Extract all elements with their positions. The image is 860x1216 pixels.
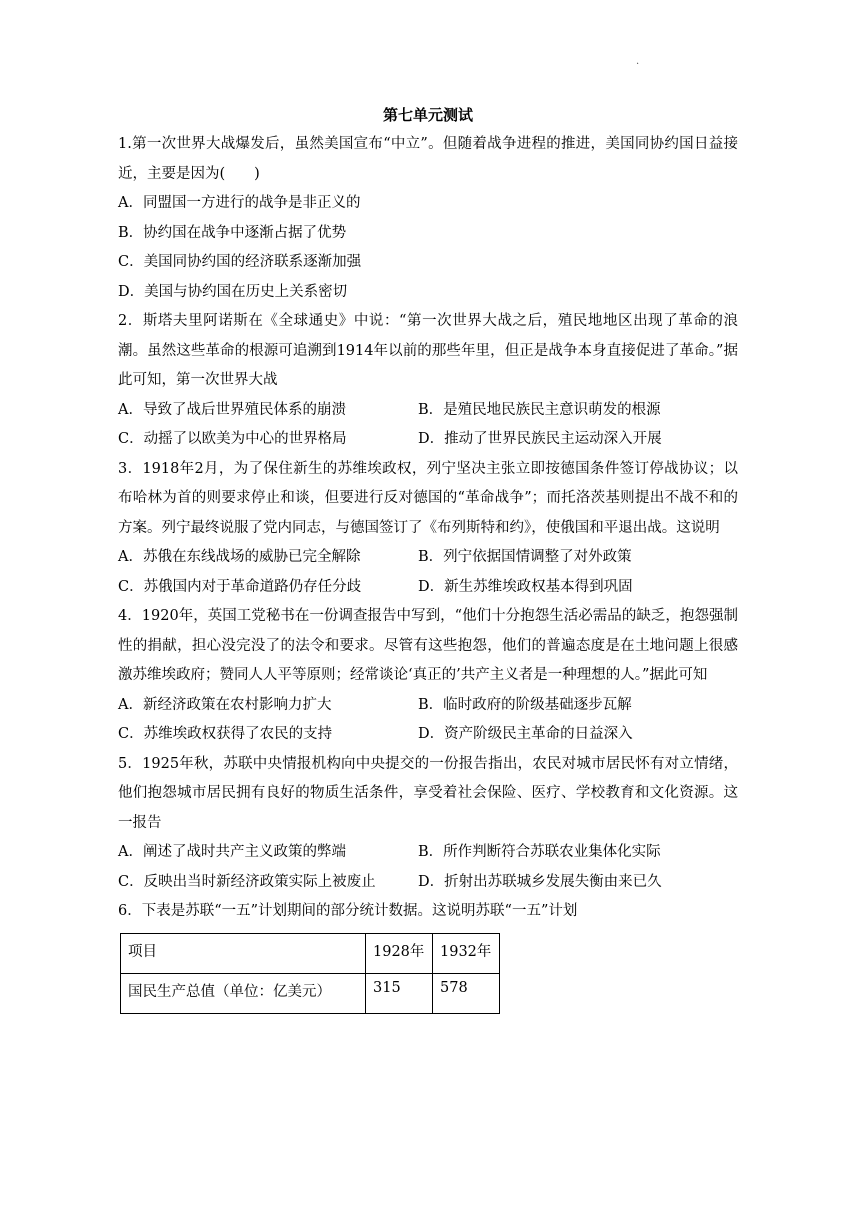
table-cell: 国民生产总值（单位：亿美元）	[121, 973, 366, 1013]
option-a: A．新经济政策在农村影响力扩大	[118, 696, 332, 713]
table-cell: 315	[366, 973, 433, 1013]
question-stem: 5．1925年秋，苏联中央情报机构向中央提交的一份报告指出，农民对城市居民怀有对立情绪，他们抱怨城市居民拥有良好的物质生活条件，享受着社会保险、医疗、学校教育和文化资源。这一报告	[118, 755, 738, 831]
option-d: D．推动了世界民族民主运动深入开展	[418, 431, 662, 447]
table-header-row	[121, 933, 500, 973]
question-3	[118, 455, 738, 603]
table-cell: 578	[433, 973, 500, 1013]
question-6	[118, 897, 738, 1014]
option-c: C．反映出当时新经济政策实际上被废止	[118, 873, 376, 890]
question-stem: 4．1920年，英国工党秘书在一份调查报告中写到，“他们十分抱怨生活必需品的缺乏，抱怨强制性的捐献，担心没完没了的法令和要求。尽管有这些抱怨，他们的普遍态度是在土地问题上很感激苏维埃政府；赞同人人平等原则；经常谈论‘真正的’共产主义者是一种理想的人。”据此可知	[118, 608, 738, 683]
option-b: B．列宁依据国情调整了对外政策	[418, 549, 632, 565]
option-a: A．阐述了战时共产主义政策的弊端	[118, 844, 346, 860]
statistics-table	[120, 933, 500, 1014]
option-b: B．临时政府的阶级基础逐步瓦解	[418, 696, 632, 713]
option-d: D．美国与协约国在历史上关系密切	[118, 283, 348, 300]
question-stem: 1.第一次世界大战爆发后，虽然美国宣布“中立”。但随着战争进程的推进，美国同协约国日益接近，主要是因为( )	[118, 136, 738, 182]
option-d: D．新生苏维埃政权基本得到巩固	[418, 578, 633, 595]
document-page	[118, 100, 738, 1014]
option-d: D．资产阶级民主革命的日益深入	[418, 726, 633, 742]
table-row	[121, 973, 500, 1013]
option-a: A．苏俄在东线战场的威胁已完全解除	[118, 549, 361, 565]
table-header-cell: 项目	[121, 933, 366, 973]
question-stem: 2．斯塔夫里阿诺斯在《全球通史》中说：“第一次世界大战之后，殖民地地区出现了革命的浪潮。虽然这些革命的根源可追溯到1914年以前的那些年里，但正是战争本身直接促进了革命。”据此可知，第一次世界大战	[118, 313, 738, 388]
option-b: B．是殖民地民族民主意识萌发的根源	[418, 401, 661, 418]
question-4	[118, 602, 738, 750]
question-stem: 3．1918年2月，为了保住新生的苏维埃政权，列宁坚决主张立即按德国条件签订停战协议；以布哈林为首的则要求停止和谈，但要进行反对德国的“革命战争”；而托洛茨基则提出不战不和的方案。列宁最终说服了党内同志，与德国签订了《布列斯特和约》，使俄国和平退出战。这说明	[118, 460, 738, 536]
option-b: B．协约国在战争中逐渐占据了优势	[118, 224, 347, 241]
question-1	[118, 130, 738, 307]
page-title: 第七单元测试	[382, 106, 473, 124]
question-5	[118, 750, 738, 898]
header-dot: .	[636, 56, 640, 67]
table-header-cell: 1928年	[366, 933, 433, 973]
option-c: C．苏维埃政权获得了农民的支持	[118, 726, 333, 742]
table-header-cell: 1932年	[433, 933, 500, 973]
option-a: A．导致了战后世界殖民体系的崩溃	[118, 401, 346, 418]
option-a: A．同盟国一方进行的战争是非正义的	[118, 195, 361, 211]
option-d: D．折射出苏联城乡发展失衡由来已久	[418, 873, 662, 890]
option-b: B．所作判断符合苏联农业集体化实际	[418, 844, 661, 860]
option-c: C．动摇了以欧美为中心的世界格局	[118, 431, 347, 447]
option-c: C．苏俄国内对于革命道路仍存任分歧	[118, 578, 362, 595]
question-2	[118, 307, 738, 455]
option-c: C．美国同协约国的经济联系逐渐加强	[118, 254, 362, 270]
question-stem: 6．下表是苏联“一五”计划期间的部分统计数据。这说明苏联“一五”计划	[118, 903, 578, 919]
